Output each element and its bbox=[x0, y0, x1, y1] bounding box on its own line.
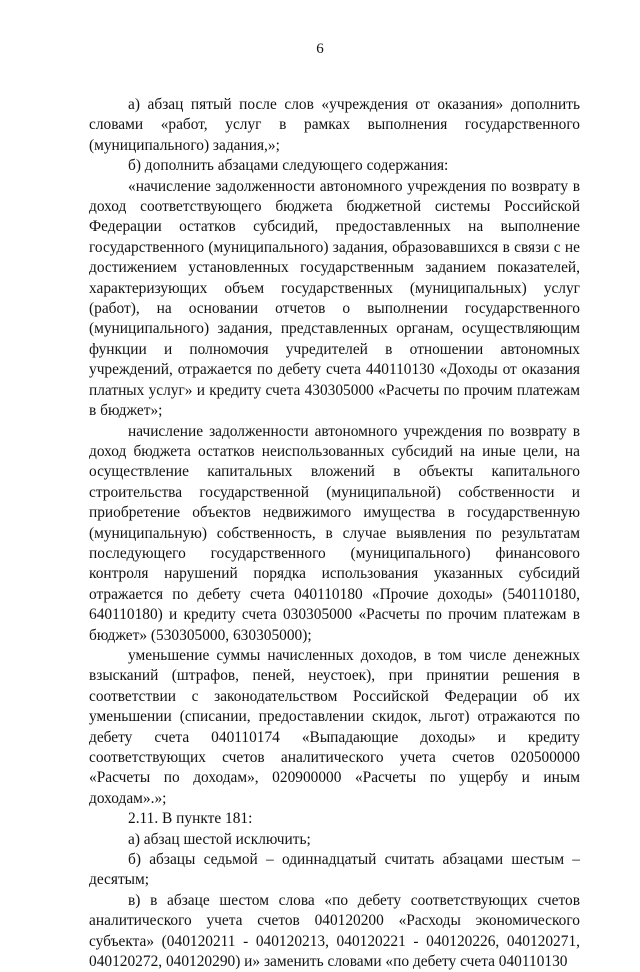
paragraph-accrual-state-task-subsidies: «начисление задолженности автономного учреждения по возврату в доход соответствующего бюджета бюджетной системы Российской Федерации остатков субсидий, предоставленных на выполнение государственного (муниципального) задания, образовавшихся в связи с не достижением установленных государственным заданием показателей, характеризующих объем государственных (муниципальных) услуг (работ), на основании отчетов о выполнении государственного (муниципального) задания, представленных органам, осуществляющим функции и полномочия учредителей в отношении автономных учреждений, отражается по дебету счета 440110130 «Доходы от оказания платных услуг» и кредиту счета 430305000 «Расчеты по прочим платежам в бюджет»; bbox=[89, 177, 580, 420]
document-body bbox=[89, 95, 580, 972]
paragraph-section-2-11: 2.11. В пункте 181: bbox=[128, 810, 253, 828]
paragraph-item-b-intro: б) дополнить абзацами следующего содержания: bbox=[128, 157, 449, 175]
paragraph-income-reduction: уменьшение суммы начисленных доходов, в том числе денежных взысканий (штрафов, пеней, неустоек), при принятии решения в соответствии с законодательством Российской Федерации об их уменьшении (списании, предоставлении скидок, льгот) отражаются по дебету счета 040110174 «Выпадающие доходы» и кредиту соответствующих счетов аналитического учета счетов 020500000 «Расчеты по доходам», 020900000 «Расчеты по ущербу и иным доходам».»; bbox=[89, 646, 580, 807]
paragraph-item-a-exclude: а) абзац шестой исключить; bbox=[128, 830, 311, 848]
paragraph-item-v-replace: в) в абзаце шестом слова «по дебету соответствующих счетов аналитического учета счетов 040120200 «Расходы экономического субъекта» (040120211 - 040120213, 040120221 - 040120226, 040120271, 040120272, 040120290) и» заменить словами «по дебету счета 040110130 bbox=[89, 891, 580, 971]
paragraph-accrual-unused-subsidies: начисление задолженности автономного учреждения по возврату в доход бюджета остатков неиспользованных субсидий на иные цели, на осуществление капитальных вложений в объекты капитального строительства государственной (муниципальной) собственности и приобретение объектов недвижимого имущества в государственную (муниципальную) собственность, в случае выявления по результатам последующего государственного (муниципального) финансового контроля нарушений порядка использования указанных субсидий отражается по дебету счета 040110180 «Прочие доходы» (540110180, 640110180) и кредиту счета 030305000 «Расчеты по прочим платежам в бюджет» (530305000, 630305000); bbox=[89, 422, 580, 644]
paragraph-item-b-renumber: б) абзацы седьмой – одиннадцатый считать абзацами шестым – десятым; bbox=[89, 851, 580, 889]
page-number: 6 bbox=[316, 41, 324, 57]
paragraph-item-a-amend-clause: а) абзац пятый после слов «учреждения от оказания» дополнить словами «работ, услуг в рамках выполнения государственного (муниципального) задания,»; bbox=[89, 96, 580, 154]
